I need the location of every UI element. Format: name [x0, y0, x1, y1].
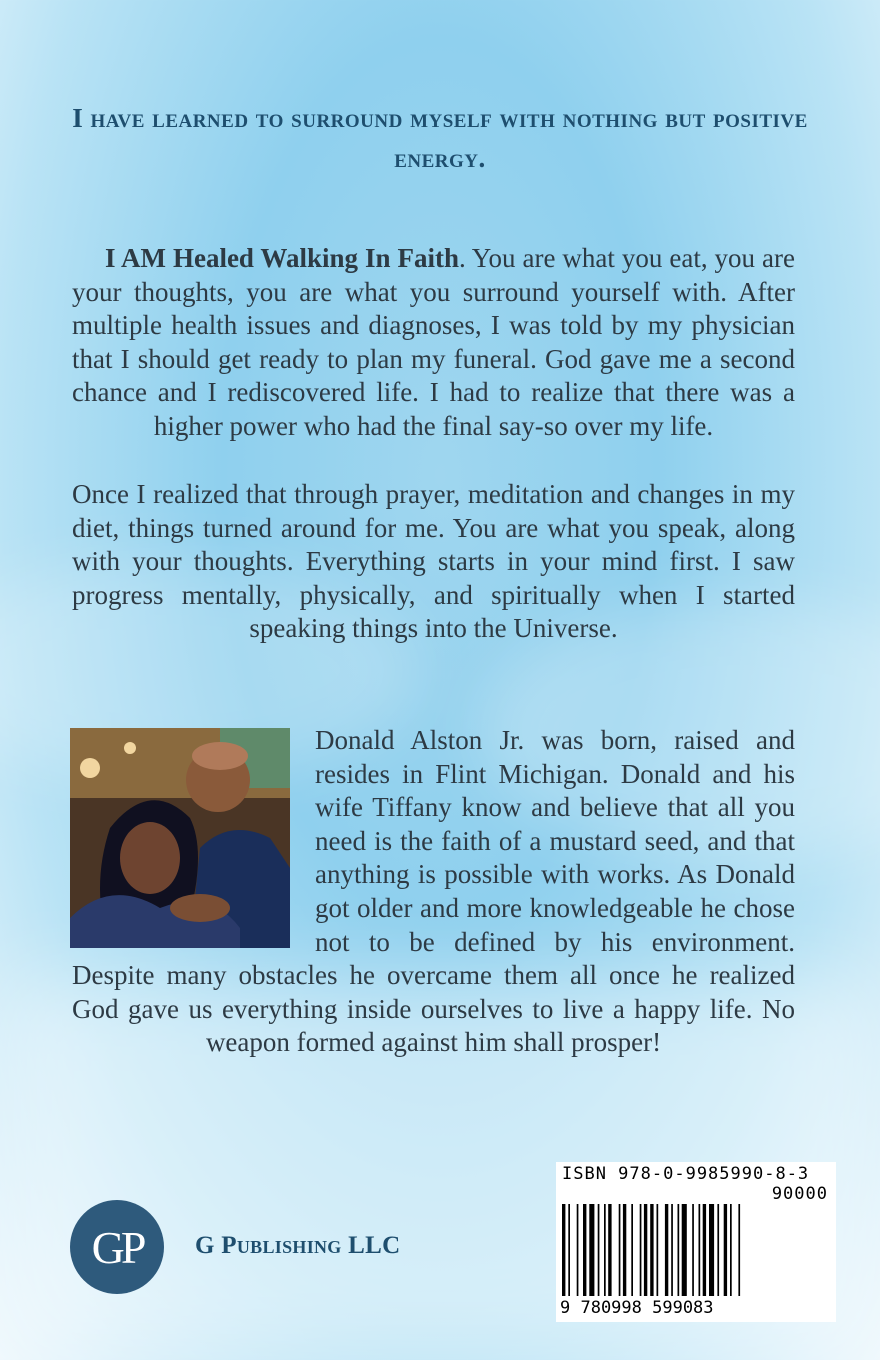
description-paragraph-2: Once I realized that through prayer, meditation and changes in my diet, things turned around for me. You are what you speak, along with your thoughts. Everything starts in your mind first. I saw progress mentally, physically, and spiritually when I started speaking things into the Universe. [72, 479, 795, 644]
author-bio-text: Donald Alston Jr. was born, raised and resides in Flint Michigan. Donald and his wife Tiffany know and believe that all you need is the faith of a mustard seed, and that anything is possible with works. As Donald got older and more knowledgeable he chose not to be defined by his environment. Despite many obstacles he overcame them all once he realized God gave us everything inside ourselves to live a happy life. No weapon formed against him shall prosper! [72, 725, 795, 1058]
photo-spacer [72, 724, 315, 950]
author-bio [72, 724, 795, 1060]
publisher-logo [70, 1200, 164, 1294]
book-title-lead: I AM Healed Walking In Faith [105, 243, 459, 273]
barcode [556, 1162, 836, 1322]
headline: I have learned to surround myself with nothing but positive energy. [72, 103, 808, 173]
description-paragraph-1 [72, 242, 795, 444]
publisher-logo-text: GP [91, 1221, 143, 1273]
price-code-text: 90000 [771, 1184, 828, 1204]
barcode-bars [556, 1204, 836, 1304]
isbn-text: ISBN 978-0-9985990-8-3 [562, 1164, 810, 1184]
description-text: . You are what you eat, you are your thoughts, you are what you surround yourself with. After multiple health issues and diagnoses, I was told by my physician that I should get ready to plan my funeral. God gave me a second chance and I rediscovered life. I had to realize that there was a higher power who had the final say-so over my life. [72, 243, 795, 441]
ean-number-text: 9 780998 599083 [560, 1298, 714, 1318]
publisher-name: G Publishing LLC [195, 1232, 401, 1259]
